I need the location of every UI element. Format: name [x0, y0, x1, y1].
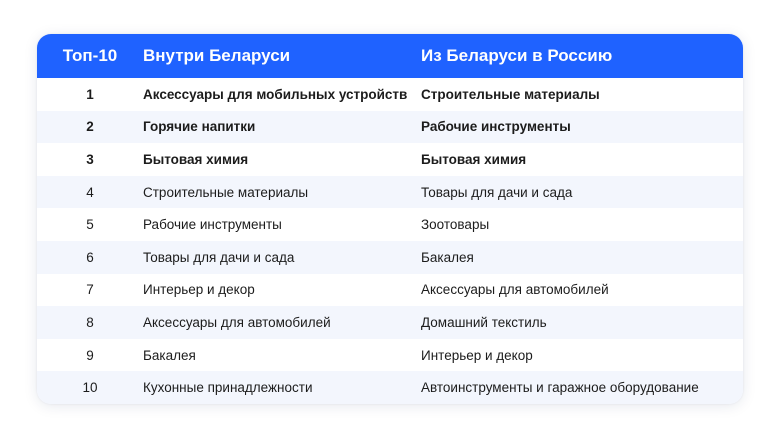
- table-row: [37, 111, 743, 144]
- to-russia-cell: Товары для дачи и сада: [421, 184, 573, 200]
- to-russia-cell: Рабочие инструменты: [421, 119, 571, 135]
- to-russia-cell: Автоинструменты и гаражное оборудование: [421, 380, 699, 396]
- to-russia-cell: Интерьер и декор: [421, 347, 533, 363]
- within-cell: Аксессуары для мобильных устройств: [143, 86, 408, 102]
- table-row: [37, 371, 743, 404]
- within-cell: Кухонные принадлежности: [143, 380, 313, 396]
- to-russia-cell: Бакалея: [421, 249, 474, 265]
- header-rank: Топ-10: [62, 46, 118, 65]
- table-row: [37, 176, 743, 209]
- within-cell: Горячие напитки: [143, 119, 256, 135]
- within-cell: Бакалея: [143, 347, 196, 363]
- table-row: [37, 339, 743, 372]
- rank-cell: 8: [86, 314, 94, 330]
- rank-cell: 5: [86, 217, 94, 233]
- rank-cell: 4: [86, 184, 94, 200]
- table-row: [37, 241, 743, 274]
- header-within-belarus: Внутри Беларуси: [143, 46, 291, 65]
- table-row: [37, 306, 743, 339]
- to-russia-cell: Строительные материалы: [421, 86, 600, 102]
- within-cell: Товары для дачи и сада: [143, 249, 295, 265]
- rank-cell: 6: [86, 249, 94, 265]
- rank-cell: 7: [86, 282, 94, 298]
- within-cell: Бытовая химия: [143, 151, 249, 167]
- rank-cell: 9: [86, 347, 94, 363]
- within-cell: Аксессуары для автомобилей: [143, 314, 331, 330]
- table-header: [37, 34, 743, 78]
- top10-table: [37, 34, 743, 404]
- to-russia-cell: Бытовая химия: [421, 151, 527, 167]
- rank-cell: 3: [86, 151, 94, 167]
- to-russia-cell: Домашний текстиль: [421, 314, 547, 330]
- table-row: [37, 208, 743, 241]
- rank-cell: 10: [82, 380, 98, 396]
- to-russia-cell: Аксессуары для автомобилей: [421, 282, 609, 298]
- rank-cell: 1: [86, 86, 94, 102]
- header-belarus-to-russia: Из Беларуси в Россию: [421, 46, 613, 65]
- within-cell: Интерьер и декор: [143, 282, 255, 298]
- table-row: [37, 274, 743, 307]
- table-row: [37, 78, 743, 111]
- within-cell: Рабочие инструменты: [143, 217, 282, 233]
- table-row: [37, 143, 743, 176]
- to-russia-cell: Зоотовары: [421, 217, 490, 233]
- within-cell: Строительные материалы: [143, 184, 309, 200]
- rank-cell: 2: [86, 119, 94, 135]
